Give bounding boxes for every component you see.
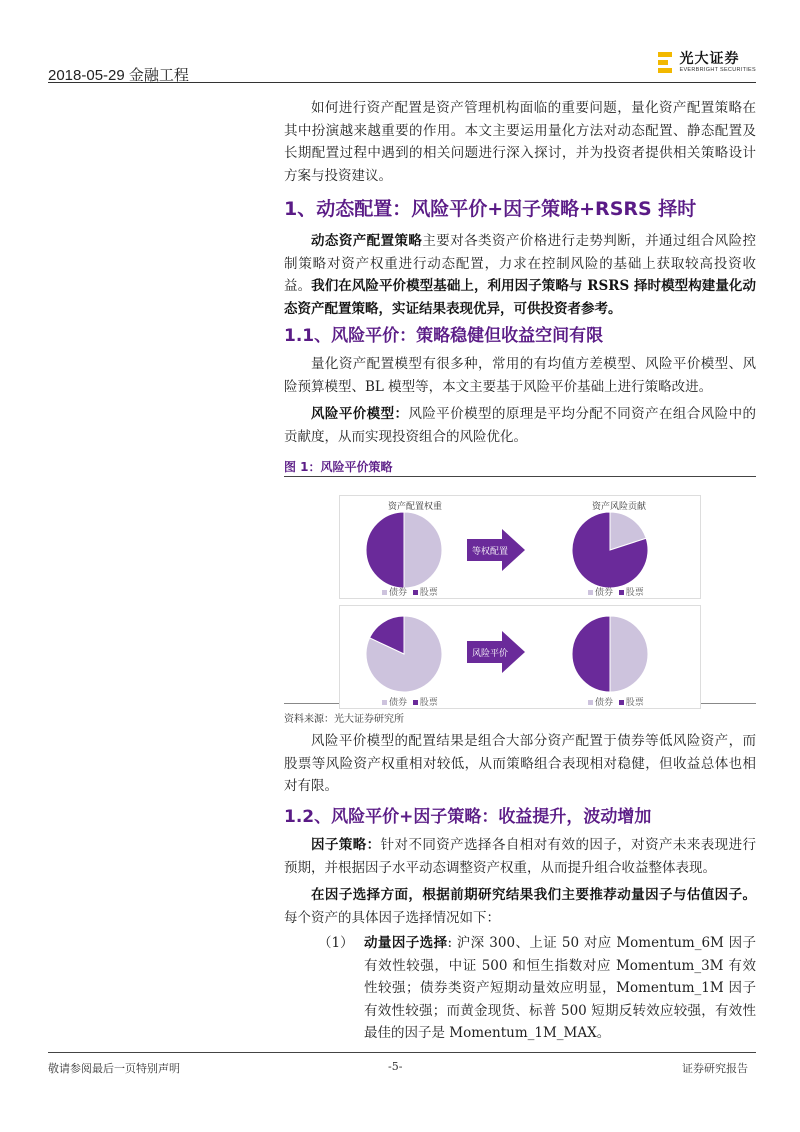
paragraph-text: 每个资产的具体因子选择情况如下： [284,909,500,926]
legend-bond-swatch [588,700,593,705]
pie-slice-stock [366,512,404,588]
legend-stock-swatch [619,700,624,705]
after-figure-paragraph: 风险平价模型的配置结果是组合大部分资产配置于债券等低风险资产，而股票等风险资产权重相对较低，从而策略组合表现相对稳健，但收益总体也相对有限。 [284,733,756,794]
pie-bottom-left [366,616,442,692]
brand-logo [658,50,757,76]
legend-top-right [588,585,644,598]
pie-top-right [572,512,648,588]
pie-slice-bond [404,512,442,588]
panel-equal-weight [339,495,701,599]
label-risk-contribution: 资产风险贡献 [592,502,647,512]
list-body [364,932,756,1045]
legend-bond-label: 债券 [595,698,614,708]
legend-stock-swatch [619,590,624,595]
legend-stock-swatch [413,590,418,595]
logo-mark-icon [658,52,672,74]
section-1-2-title: 1.2、风险平价+因子策略：收益提升，波动增加 [284,807,652,827]
bold-term: 动态资产配置策略 [311,233,423,249]
section-1-2-paragraph-2 [284,884,756,929]
label-asset-weight: 资产配置权重 [388,502,443,512]
footer-page-number: -5- [388,1060,403,1073]
legend-bond-label: 债券 [389,588,408,598]
section-1-2-body [284,834,756,929]
list-text: : 沪深 300、上证 50 对应 Momentum_6M 因子有效性较强，中证 500 和恒生指数对应 Momentum_3M 有效性较强；债券类资产短期动量效应明显，Momentum_1M 因子有效性较强；而黄金现货、标普 500 短期反转效应较强，有效性最佳的因子是 Momentum_1M_MAX。 [364,935,756,1041]
intro-section [284,97,756,187]
bold-conclusion: 我们在风险平价模型基础上，利用因子策略与 RSRS 择时模型构建量化动态资产配置策略，实证结果表现优异，可供投资者参考。 [284,278,756,317]
panel-risk-parity [339,605,701,709]
legend-bond-swatch [382,700,387,705]
section-1-title: 1、动态配置：风险平价+因子策略+RSRS 择时 [284,198,697,220]
pie-bottom-right [572,616,648,692]
page-header [48,44,756,84]
list-number: （1） [318,935,354,951]
legend-bond-swatch [588,590,593,595]
legend-top-left [382,585,438,598]
legend-stock-label: 股票 [625,588,644,598]
legend-bond-swatch [382,590,387,595]
pie-top-left [366,512,442,588]
section-1-body [284,230,756,320]
legend-stock-label: 股票 [419,588,438,598]
section-1-2-paragraph-1 [284,834,756,879]
figure-1-source: 资料来源：光大证券研究所 [284,714,404,725]
section-1-1-body [284,353,756,448]
legend-bottom-left [382,695,438,708]
bold-term: 因子策略： [311,837,381,853]
logo-cn-text: 光大证券 [679,51,740,68]
bold-term: 动量因子选择 [364,935,448,951]
pie-slice-bond [610,616,648,692]
legend-bond-label: 债券 [389,698,408,708]
legend-bond-label: 债券 [595,588,614,598]
legend-stock-label: 股票 [419,698,438,708]
legend-stock-label: 股票 [625,698,644,708]
footer-divider [48,1052,756,1053]
after-figure-section [284,730,756,798]
intro-paragraph: 如何进行资产配置是资产管理机构面临的重要问题，量化资产配置策略在其中扮演越来越重要的作用。本文主要运用量化方法对动态配置、静态配置及长期配置过程中遇到的相关问题进行深入探讨，并为投资者提供相关策略设计方案与投资建议。 [284,100,756,184]
legend-stock-swatch [413,700,418,705]
arrow-label-equal-weight: 等权配置 [471,547,509,557]
figure-1-box [284,476,756,708]
footer-disclaimer: 敬请参阅最后一页特别声明 [48,1062,180,1075]
footer-report-type: 证券研究报告 [682,1062,748,1075]
section-1-1-paragraph-2 [284,403,756,448]
figure-1-title: 图 1：风险平价策略 [284,460,393,474]
pie-slice-stock [572,616,610,692]
bold-recommendation: 在因子选择方面，根据前期研究结果我们主要推荐动量因子与估值因子。 [311,887,756,903]
arrow-label-risk-parity: 风险平价 [471,649,509,659]
bold-term: 风险平价模型： [311,406,409,422]
section-1-1-paragraph-1: 量化资产配置模型有很多种，常用的有均值方差模型、风险平价模型、风险预算模型、BL 模型等，本文主要基于风险平价基础上进行策略改进。 [284,356,756,395]
section-1-1-title: 1.1、风险平价：策略稳健但收益空间有限 [284,326,604,346]
paragraph-text: 主要对各类资产价格进行走势判断，并通过组合风险控制策略对资产权重进行动态配置，力求在控制风险的基础上获取较高投资收益。 [284,233,757,294]
paragraph-text: 风险平价模型的原理是平均分配不同资产在组合风险中的贡献度，从而实现投资组合的风险优化。 [284,406,757,445]
legend-bottom-right [588,695,644,708]
logo-en-text: EVERBRIGHT SECURITIES [679,67,756,74]
header-divider [48,82,756,83]
section-1-paragraph [284,230,756,320]
paragraph-text: 针对不同资产选择各自相对有效的因子，对资产未来表现进行预期，并根据因子水平动态调整资产权重，从而提升组合收益整体表现。 [284,837,757,876]
header-date-dept: 2018-05-29 金融工程 [48,67,189,84]
